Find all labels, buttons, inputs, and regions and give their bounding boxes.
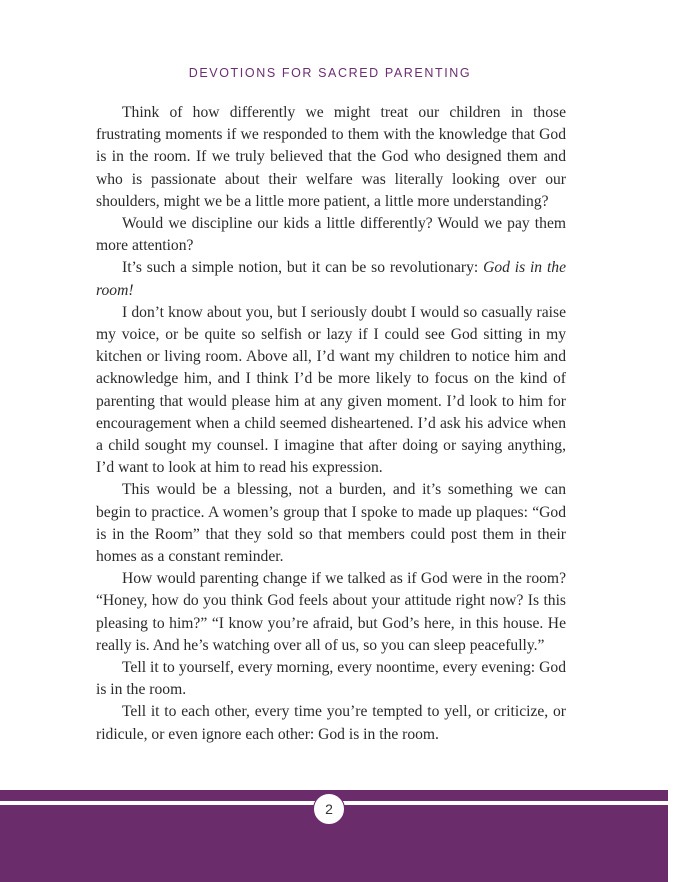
running-head-title: DEVOTIONS FOR SACRED PARENTING — [188, 66, 472, 80]
paragraph: This would be a blessing, not a burden, and it’s something we can begin to practice. A women’s group that I spoke to made up plaques: “God is in the Room” that they sold so that members could post them in their homes as a constant reminder. — [96, 481, 566, 566]
page-number: 2 — [313, 793, 345, 825]
paragraph — [96, 257, 566, 301]
paragraph: Tell it to yourself, every morning, every noontime, every evening: God is in the room. — [96, 659, 566, 699]
paragraph: I don’t know about you, but I seriously doubt I would so casually raise my voice, or be quite so selfish or lazy if I could see God sitting in my kitchen or living room. Above all, I’d want my children to notice him and acknowledge him, and I think I’d be more likely to focus on the kind of parenting that would please him at any given moment. I’d look to him for encouragement when a child seemed disheartened. I’d ask his advice when a child sought my counsel. I imagine that after doing or saying anything, I’d want to look at him to read his expression. — [96, 303, 566, 477]
body-text — [96, 102, 566, 746]
paragraph: Would we discipline our kids a little differently? Would we pay them more attention? — [96, 215, 566, 255]
paragraph-text: It’s such a simple notion, but it can be so revolutionary: — [122, 259, 484, 277]
paragraph: How would parenting change if we talked as if God were in the room? “Honey, how do you think God feels about your attitude right now? Is this pleasing to him?” “I know you’re afraid, but God’s here, in this house. He really is. And he’s watching over all of us, so you can sleep peacefully.” — [96, 570, 566, 654]
page-edge — [668, 0, 675, 882]
paragraph: Think of how differently we might treat our children in those frustrating moments if we responded to them with the knowledge that God is in the room. If we truly believed that the God who designed them and who is passionate about their welfare was literally looking over our shoulders, might we be a little more patient, a little more understanding? — [96, 104, 566, 210]
emphasis-text: God is in the room! — [96, 259, 566, 299]
paragraph: Tell it to each other, every time you’re tempted to yell, or criticize, or ridicule, or even ignore each other: God is in the room. — [96, 703, 566, 743]
